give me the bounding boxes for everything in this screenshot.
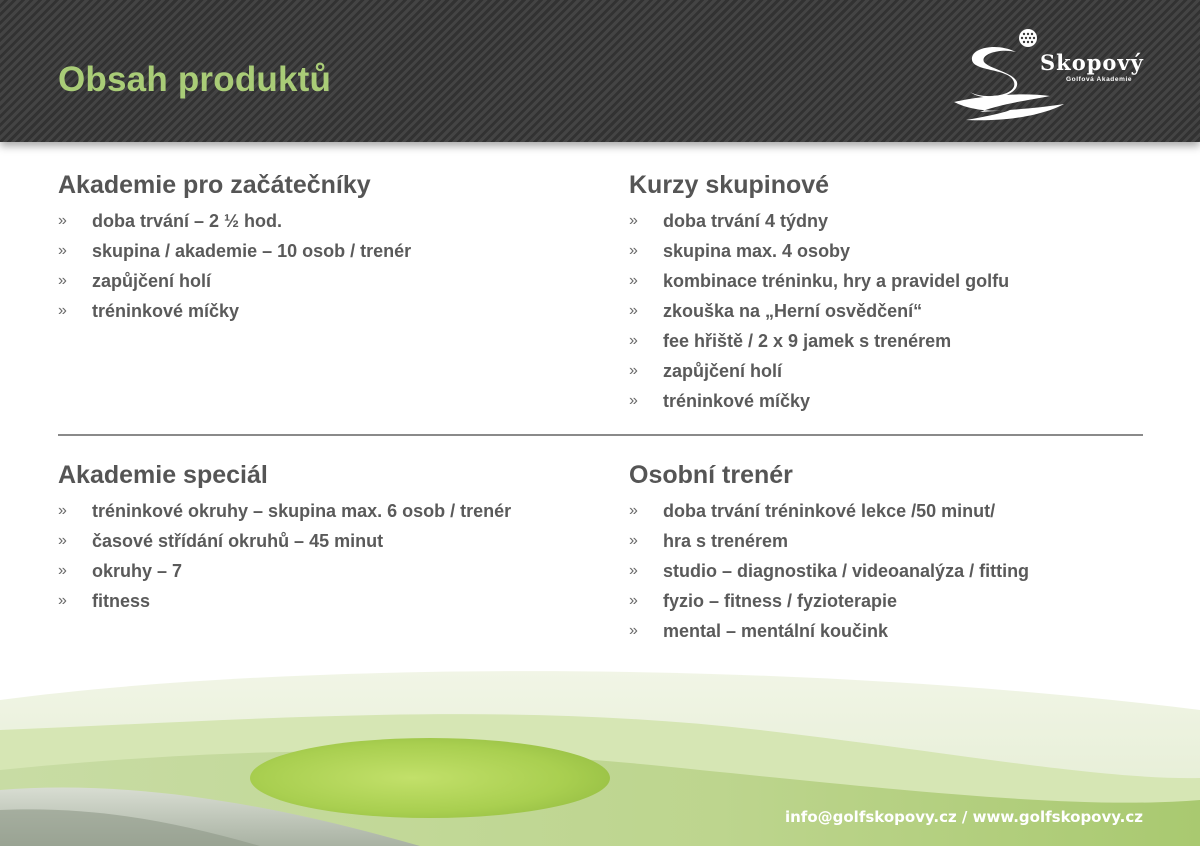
list-item: » fyzio – fitness / fyzioterapie xyxy=(629,586,1029,616)
list-item: » doba trvání – 2 ½ hod. xyxy=(58,206,411,236)
list-item: » tréninkové míčky xyxy=(58,296,411,326)
item-list xyxy=(629,206,1009,416)
list-item: » hra s trenérem xyxy=(629,526,1029,556)
section-title: Akademie pro začátečníky xyxy=(58,171,371,199)
item-list xyxy=(58,496,511,616)
section-akademie-pro-zacatecniky xyxy=(58,170,411,326)
bullet-icon: » xyxy=(58,562,67,579)
bullet-icon: » xyxy=(629,302,638,319)
logo-name: Skopový xyxy=(1040,50,1144,75)
list-item: » tréninkové okruhy – skupina max. 6 osob / trenér xyxy=(58,496,511,526)
header-banner xyxy=(0,0,1200,142)
list-item: » zapůjčení holí xyxy=(58,266,411,296)
list-item: » tréninkové míčky xyxy=(629,386,1009,416)
bullet-icon: » xyxy=(629,592,638,609)
bullet-icon: » xyxy=(629,362,638,379)
bullet-icon: » xyxy=(58,272,67,289)
list-item: » mental – mentální koučink xyxy=(629,616,1029,646)
bullet-icon: » xyxy=(629,502,638,519)
section-divider xyxy=(58,434,1143,436)
bullet-icon: » xyxy=(629,532,638,549)
bullet-icon: » xyxy=(629,272,638,289)
list-item: » okruhy – 7 xyxy=(58,556,511,586)
section-title: Akademie speciál xyxy=(58,461,268,489)
list-item: » zkouška na „Herní osvědčení“ xyxy=(629,296,1009,326)
section-title: Osobní trenér xyxy=(629,461,793,489)
item-list xyxy=(58,206,411,326)
list-item: » časové střídání okruhů – 45 minut xyxy=(58,526,511,556)
bullet-icon: » xyxy=(58,592,67,609)
list-item: » skupina / akademie – 10 osob / trenér xyxy=(58,236,411,266)
logo-subtitle: Golfová Akademie xyxy=(1066,76,1133,83)
list-item: » kombinace tréninku, hry a pravidel golfu xyxy=(629,266,1009,296)
bullet-icon: » xyxy=(629,332,638,349)
bullet-icon: » xyxy=(629,392,638,409)
section-kurzy-skupinove xyxy=(629,170,1009,416)
bullet-icon: » xyxy=(629,212,638,229)
footer-contact: info@golfskopovy.cz / www.golfskopovy.cz xyxy=(784,808,1143,826)
page-title: Obsah produktů xyxy=(58,60,332,99)
bullet-icon: » xyxy=(58,302,67,319)
list-item: » doba trvání tréninkové lekce /50 minut/ xyxy=(629,496,1029,526)
list-item: » fee hřiště / 2 x 9 jamek s trenérem xyxy=(629,326,1009,356)
section-osobni-trener xyxy=(629,460,1029,646)
list-item: » fitness xyxy=(58,586,511,616)
bullet-icon: » xyxy=(58,502,67,519)
bullet-icon: » xyxy=(629,622,638,639)
section-title: Kurzy skupinové xyxy=(629,171,830,199)
bullet-icon: » xyxy=(58,212,67,229)
section-akademie-special xyxy=(58,460,511,616)
bullet-icon: » xyxy=(629,562,638,579)
bullet-icon: » xyxy=(629,242,638,259)
bullet-icon: » xyxy=(58,532,67,549)
list-item: » skupina max. 4 osoby xyxy=(629,236,1009,266)
list-item: » doba trvání 4 týdny xyxy=(629,206,1009,236)
list-item: » zapůjčení holí xyxy=(629,356,1009,386)
bullet-icon: » xyxy=(58,242,67,259)
item-list xyxy=(629,496,1029,646)
list-item: » studio – diagnostika / videoanalýza / fitting xyxy=(629,556,1029,586)
